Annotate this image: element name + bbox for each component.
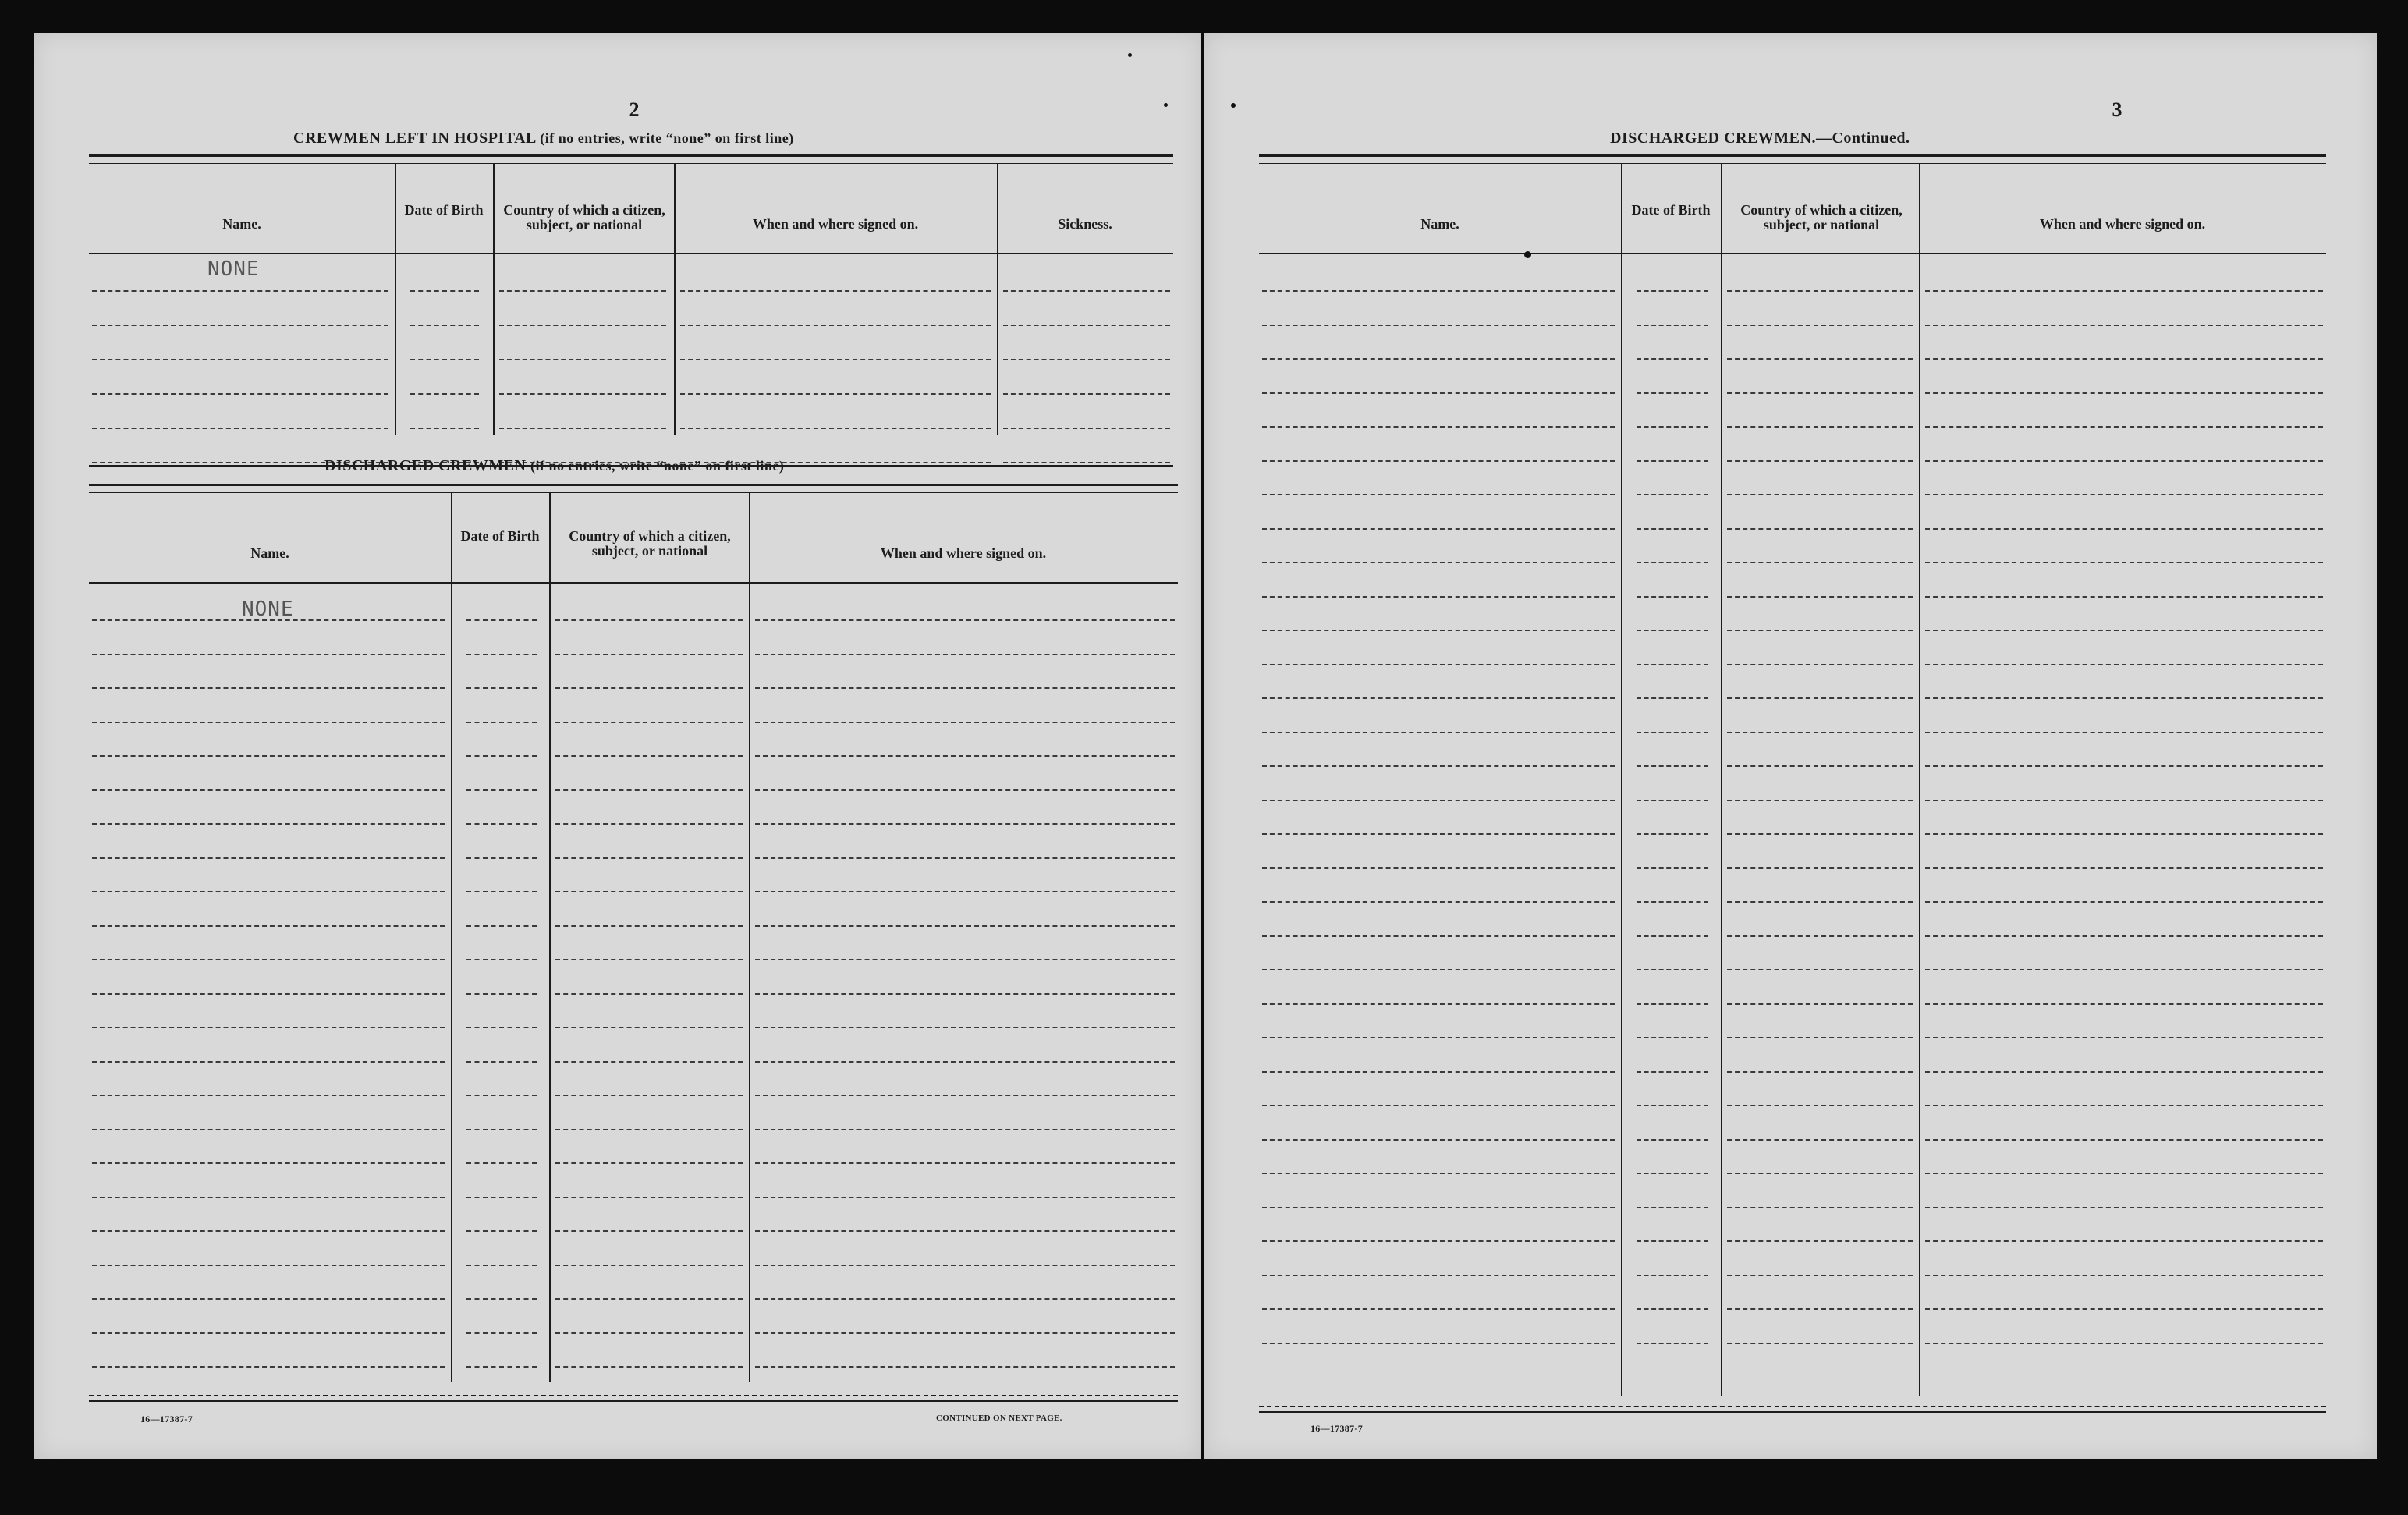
col-header-name: Name. xyxy=(250,545,289,561)
entry-line-segment xyxy=(755,789,1175,791)
entry-line-segment xyxy=(92,359,388,360)
entry-line-segment xyxy=(466,993,537,995)
entry-line-segment xyxy=(92,1366,445,1368)
col-header-dob: Date of Birth xyxy=(1631,202,1711,218)
entry-line-segment xyxy=(1925,1003,2323,1005)
entry-line-segment xyxy=(92,1027,445,1028)
hospital-note: (if no entries, write “none” on first line) xyxy=(540,130,794,146)
col-header-country: Country of which a citizen, subject, or national xyxy=(1740,202,1903,232)
entry-line-segment xyxy=(1262,833,1615,835)
entry-line-segment xyxy=(92,1095,445,1096)
entry-line-segment xyxy=(466,891,537,892)
entry-line-segment xyxy=(1262,1275,1615,1276)
hospital-table xyxy=(89,154,1173,468)
column-divider xyxy=(1621,164,1622,1396)
entry-line-segment xyxy=(555,1027,743,1028)
entry-line-segment xyxy=(1637,664,1708,665)
entry-line-segment xyxy=(755,687,1175,689)
ink-speck xyxy=(1128,53,1132,57)
entry-line-segment xyxy=(92,325,388,326)
ink-speck xyxy=(1524,251,1531,258)
discharged-continued-heading: DISCHARGED CREWMEN.—Continued. xyxy=(1610,130,1910,147)
entry-line-segment xyxy=(1727,1240,1913,1242)
discharged-table xyxy=(89,484,1178,1404)
entry-line-segment xyxy=(1637,460,1708,462)
entry-line-segment xyxy=(555,993,743,995)
table-top-rule xyxy=(1259,154,2326,164)
entry-line-segment xyxy=(1637,358,1708,360)
entry-line-segment xyxy=(92,891,445,892)
table-bottom-rule xyxy=(89,1395,1178,1402)
entry-line-segment xyxy=(1727,426,1913,428)
entry-line-segment xyxy=(1637,1343,1708,1344)
entry-line-segment xyxy=(92,1298,445,1300)
entry-line-segment xyxy=(1637,630,1708,631)
entry-line-segment xyxy=(1925,1139,2323,1141)
entry-line-segment xyxy=(1727,1003,1913,1005)
entry-line-segment xyxy=(1637,392,1708,394)
entry-line-segment xyxy=(92,789,445,791)
entry-line-segment xyxy=(755,1061,1175,1063)
entry-line-segment xyxy=(1637,325,1708,326)
entry-line-segment xyxy=(1925,1105,2323,1106)
entry-line-segment xyxy=(555,619,743,621)
entry-line-segment xyxy=(1925,800,2323,801)
entry-line-segment xyxy=(1727,494,1913,495)
entry-line-segment xyxy=(1727,935,1913,937)
entry-line-segment xyxy=(555,1298,743,1300)
entry-line-segment xyxy=(1262,664,1615,665)
entry-line-segment xyxy=(1925,1275,2323,1276)
entry-line-segment xyxy=(755,1265,1175,1266)
entry-line-segment xyxy=(1637,562,1708,563)
entry-line-segment xyxy=(1727,800,1913,801)
entry-line-segment xyxy=(466,925,537,927)
entry-line-segment xyxy=(1637,1105,1708,1106)
entry-line-segment xyxy=(1727,867,1913,869)
col-header-country: Country of which a citizen, subject, or national xyxy=(503,202,665,232)
entry-line-segment xyxy=(1637,528,1708,530)
entry-line-segment xyxy=(1925,833,2323,835)
entry-line-segment xyxy=(1262,596,1615,598)
entry-line-segment xyxy=(1003,428,1170,429)
entry-line-segment xyxy=(1003,325,1170,326)
entry-line-segment xyxy=(1637,290,1708,292)
entry-line-segment xyxy=(1925,1037,2323,1038)
entry-line-segment xyxy=(1637,901,1708,903)
entry-line-segment xyxy=(1925,392,2323,394)
entry-line-segment xyxy=(1727,290,1913,292)
entry-line-segment xyxy=(755,1298,1175,1300)
entry-line-segment xyxy=(92,857,445,859)
entry-line-segment xyxy=(555,823,743,825)
discharged-none-entry: NONE xyxy=(242,598,294,621)
entry-line-segment xyxy=(1637,969,1708,970)
entry-line-segment xyxy=(466,722,537,723)
entry-line-segment xyxy=(1925,935,2323,937)
entry-line-segment xyxy=(1262,935,1615,937)
entry-line-segment xyxy=(466,1162,537,1164)
entry-line-segment xyxy=(466,1129,537,1130)
col-header-name: Name. xyxy=(1420,216,1459,232)
entry-line-segment xyxy=(1637,800,1708,801)
entry-line-segment xyxy=(1925,325,2323,326)
header-rule xyxy=(89,253,1173,254)
entry-line-segment xyxy=(1637,765,1708,767)
column-divider xyxy=(1721,164,1722,1396)
page-number-right: 3 xyxy=(2112,98,2123,121)
entry-line-segment xyxy=(92,993,445,995)
entry-line-segment xyxy=(1925,630,2323,631)
entry-line-segment xyxy=(1727,833,1913,835)
hospital-heading xyxy=(293,130,794,147)
col-header-dob: Date of Birth xyxy=(404,202,484,218)
entry-line-segment xyxy=(92,1265,445,1266)
entry-line-segment xyxy=(1637,1207,1708,1208)
entry-line-segment xyxy=(1925,358,2323,360)
entry-line-segment xyxy=(92,1162,445,1164)
entry-line-segment xyxy=(466,1332,537,1334)
entry-line-segment xyxy=(555,1061,743,1063)
entry-line-segment xyxy=(466,789,537,791)
entry-line-segment xyxy=(555,1366,743,1368)
entry-line-segment xyxy=(555,1095,743,1096)
entry-line-segment xyxy=(1727,358,1913,360)
entry-line-segment xyxy=(92,1197,445,1198)
entry-line-segment xyxy=(680,428,991,429)
entry-line-segment xyxy=(92,959,445,960)
entry-line-segment xyxy=(755,823,1175,825)
entry-line-segment xyxy=(1925,867,2323,869)
entry-line-segment xyxy=(410,325,479,326)
entry-line-segment xyxy=(92,1230,445,1232)
entry-line-segment xyxy=(1727,1071,1913,1073)
entry-line-segment xyxy=(410,393,479,395)
entry-line-segment xyxy=(1262,1105,1615,1106)
ink-speck xyxy=(1164,103,1168,107)
entry-line-segment xyxy=(555,755,743,757)
column-divider xyxy=(749,493,750,1382)
entry-line-segment xyxy=(1925,426,2323,428)
entry-line-segment xyxy=(1262,1003,1615,1005)
entry-line-segment xyxy=(1727,325,1913,326)
entry-line-segment xyxy=(1727,1207,1913,1208)
entry-line-segment xyxy=(1637,697,1708,699)
entry-line-segment xyxy=(1637,935,1708,937)
entry-line-segment xyxy=(755,1129,1175,1130)
entry-line-segment xyxy=(1262,460,1615,462)
left-page xyxy=(34,33,1201,1459)
ink-speck xyxy=(1231,103,1236,108)
entry-line-segment xyxy=(410,428,479,429)
entry-line-segment xyxy=(466,687,537,689)
entry-line-segment xyxy=(1262,901,1615,903)
header-rule xyxy=(1259,253,2326,254)
entry-line-segment xyxy=(1925,732,2323,733)
entry-line-segment xyxy=(1637,1240,1708,1242)
entry-line-segment xyxy=(1727,1275,1913,1276)
entry-line-segment xyxy=(755,1162,1175,1164)
entry-line-segment xyxy=(1925,562,2323,563)
entry-line-segment xyxy=(92,1332,445,1334)
col-header-name: Name. xyxy=(222,216,261,232)
entry-line-segment xyxy=(755,1197,1175,1198)
entry-line-segment xyxy=(555,654,743,655)
entry-line-segment xyxy=(499,325,666,326)
continued-note: CONTINUED ON NEXT PAGE. xyxy=(936,1414,1062,1423)
entry-line-segment xyxy=(1637,1173,1708,1174)
entry-line-segment xyxy=(1727,596,1913,598)
entry-line-segment xyxy=(555,1265,743,1266)
entry-line-segment xyxy=(755,1332,1175,1334)
column-divider xyxy=(997,164,998,435)
entry-line-segment xyxy=(555,1332,743,1334)
hospital-title: CREWMEN LEFT IN HOSPITAL xyxy=(293,130,536,147)
entry-line-segment xyxy=(1727,1139,1913,1141)
entry-line-segment xyxy=(1637,494,1708,495)
entry-line-segment xyxy=(555,789,743,791)
entry-line-segment xyxy=(755,959,1175,960)
entry-line-segment xyxy=(555,1230,743,1232)
entry-line-segment xyxy=(1727,562,1913,563)
col-header-sickness: Sickness. xyxy=(1058,216,1112,232)
discharged-heading xyxy=(324,457,784,475)
entry-line-segment xyxy=(1262,1173,1615,1174)
entry-line-segment xyxy=(755,654,1175,655)
entry-line-segment xyxy=(1925,1071,2323,1073)
column-divider xyxy=(1919,164,1920,1396)
entry-line-segment xyxy=(555,1129,743,1130)
entry-line-segment xyxy=(555,687,743,689)
entry-line-segment xyxy=(466,654,537,655)
entry-line-segment xyxy=(555,925,743,927)
page-number-left: 2 xyxy=(629,98,640,121)
entry-line-segment xyxy=(1727,1343,1913,1344)
entry-line-segment xyxy=(92,687,445,689)
entry-line-segment xyxy=(1925,901,2323,903)
entry-line-segment xyxy=(755,891,1175,892)
entry-line-segment xyxy=(466,1298,537,1300)
entry-line-segment xyxy=(92,654,445,655)
entry-line-segment xyxy=(466,857,537,859)
entry-line-segment xyxy=(466,823,537,825)
column-divider xyxy=(493,164,495,435)
col-header-dob: Date of Birth xyxy=(460,528,540,544)
entry-line-segment xyxy=(555,857,743,859)
entry-line-segment xyxy=(1262,426,1615,428)
entry-line-segment xyxy=(555,891,743,892)
entry-line-segment xyxy=(1727,732,1913,733)
entry-line-segment xyxy=(499,393,666,395)
entry-line-segment xyxy=(1925,494,2323,495)
entry-line-segment xyxy=(1637,1003,1708,1005)
col-header-country: Country of which a citizen, subject, or national xyxy=(569,528,731,559)
entry-line-segment xyxy=(1637,426,1708,428)
entry-line-segment xyxy=(1003,462,1170,463)
entry-line-segment xyxy=(466,1366,537,1368)
entry-line-segment xyxy=(92,393,388,395)
entry-line-segment xyxy=(1727,392,1913,394)
entry-line-segment xyxy=(1262,969,1615,970)
header-rule xyxy=(89,582,1178,584)
entry-line-segment xyxy=(555,1162,743,1164)
entry-line-segment xyxy=(1262,1139,1615,1141)
entry-line-segment xyxy=(92,428,388,429)
entry-line-segment xyxy=(1003,290,1170,292)
col-header-signed-on: When and where signed on. xyxy=(880,545,1047,561)
entry-line-segment xyxy=(1925,664,2323,665)
table-top-rule xyxy=(89,154,1173,164)
entry-line-segment xyxy=(755,925,1175,927)
entry-line-segment xyxy=(1262,392,1615,394)
form-number-right: 16—17387-7 xyxy=(1310,1423,1363,1434)
entry-line-segment xyxy=(1637,732,1708,733)
entry-line-segment xyxy=(1727,697,1913,699)
col-header-signed-on: When and where signed on. xyxy=(2039,216,2206,232)
entry-line-segment xyxy=(1262,562,1615,563)
entry-line-segment xyxy=(410,359,479,360)
entry-line-segment xyxy=(1262,630,1615,631)
entry-line-segment xyxy=(92,755,445,757)
entry-line-segment xyxy=(466,1265,537,1266)
entry-line-segment xyxy=(466,1230,537,1232)
entry-line-segment xyxy=(466,1027,537,1028)
entry-line-segment xyxy=(466,619,537,621)
table-bottom-rule xyxy=(1259,1406,2326,1413)
discharged-continued-table xyxy=(1259,154,2326,1410)
entry-line-segment xyxy=(1262,1037,1615,1038)
entry-line-segment xyxy=(1925,969,2323,970)
entry-line-segment xyxy=(680,325,991,326)
entry-line-segment xyxy=(1262,358,1615,360)
entry-line-segment xyxy=(410,290,479,292)
entry-line-segment xyxy=(1727,1308,1913,1310)
entry-line-segment xyxy=(466,959,537,960)
entry-line-segment xyxy=(499,359,666,360)
entry-line-segment xyxy=(755,755,1175,757)
entry-line-segment xyxy=(555,1197,743,1198)
entry-line-segment xyxy=(1727,460,1913,462)
entry-line-segment xyxy=(1925,1240,2323,1242)
entry-line-segment xyxy=(1727,969,1913,970)
entry-line-segment xyxy=(499,428,666,429)
entry-line-segment xyxy=(1727,1037,1913,1038)
entry-line-segment xyxy=(1003,393,1170,395)
entry-line-segment xyxy=(1727,528,1913,530)
entry-line-segment xyxy=(1637,1139,1708,1141)
entry-line-segment xyxy=(755,857,1175,859)
entry-line-segment xyxy=(755,1027,1175,1028)
entry-line-segment xyxy=(1925,697,2323,699)
entry-line-segment xyxy=(755,1366,1175,1368)
entry-line-segment xyxy=(555,722,743,723)
entry-line-segment xyxy=(92,290,388,292)
entry-line-segment xyxy=(1637,1037,1708,1038)
entry-line-segment xyxy=(92,619,445,621)
entry-line-segment xyxy=(466,1061,537,1063)
entry-line-segment xyxy=(1925,1207,2323,1208)
entry-line-segment xyxy=(1262,765,1615,767)
entry-line-segment xyxy=(1262,1240,1615,1242)
entry-line-segment xyxy=(92,1129,445,1130)
entry-line-segment xyxy=(1262,290,1615,292)
entry-line-segment xyxy=(755,1230,1175,1232)
entry-line-segment xyxy=(1262,1207,1615,1208)
entry-line-segment xyxy=(680,290,991,292)
entry-line-segment xyxy=(1262,800,1615,801)
column-divider xyxy=(549,493,551,1382)
entry-line-segment xyxy=(1925,1308,2323,1310)
entry-line-segment xyxy=(1003,359,1170,360)
entry-line-segment xyxy=(755,619,1175,621)
entry-line-segment xyxy=(466,1197,537,1198)
entry-line-segment xyxy=(466,1095,537,1096)
right-page xyxy=(1204,33,2377,1459)
entry-line-segment xyxy=(1727,664,1913,665)
discharged-title: DISCHARGED CREWMEN xyxy=(324,457,527,474)
entry-line-segment xyxy=(1727,1105,1913,1106)
form-number-left: 16—17387-7 xyxy=(140,1414,193,1425)
entry-line-segment xyxy=(1262,494,1615,495)
entry-line-segment xyxy=(92,1061,445,1063)
entry-line-segment xyxy=(1262,697,1615,699)
entry-line-segment xyxy=(92,925,445,927)
entry-line-segment xyxy=(92,823,445,825)
entry-line-segment xyxy=(1637,1275,1708,1276)
hospital-none-entry: NONE xyxy=(207,257,260,281)
entry-line-segment xyxy=(1925,765,2323,767)
entry-line-segment xyxy=(1727,630,1913,631)
entry-line-segment xyxy=(1637,833,1708,835)
entry-line-segment xyxy=(1262,325,1615,326)
entry-line-segment xyxy=(1262,867,1615,869)
entry-line-segment xyxy=(1262,732,1615,733)
entry-line-segment xyxy=(1637,1308,1708,1310)
table-top-rule xyxy=(89,484,1178,493)
entry-line-segment xyxy=(1925,596,2323,598)
entry-line-segment xyxy=(1637,596,1708,598)
entry-line-segment xyxy=(1925,1173,2323,1174)
column-divider xyxy=(674,164,676,435)
entry-line-segment xyxy=(755,993,1175,995)
entry-line-segment xyxy=(1262,1308,1615,1310)
entry-line-segment xyxy=(1637,1071,1708,1073)
entry-line-segment xyxy=(1262,1343,1615,1344)
entry-line-segment xyxy=(680,359,991,360)
entry-line-segment xyxy=(499,290,666,292)
entry-line-segment xyxy=(755,722,1175,723)
entry-line-segment xyxy=(755,1095,1175,1096)
entry-line-segment xyxy=(1727,1173,1913,1174)
entry-line-segment xyxy=(92,722,445,723)
discharged-note: (if no entries, write “none” on first line) xyxy=(530,458,785,474)
entry-line-segment xyxy=(1925,528,2323,530)
column-divider xyxy=(451,493,452,1382)
entry-line-segment xyxy=(680,393,991,395)
entry-line-segment xyxy=(466,755,537,757)
entry-line-segment xyxy=(1925,1343,2323,1344)
entry-line-segment xyxy=(1262,528,1615,530)
entry-line-segment xyxy=(1925,290,2323,292)
entry-line-segment xyxy=(1262,1071,1615,1073)
col-header-signed-on: When and where signed on. xyxy=(752,216,919,232)
entry-line-segment xyxy=(1727,765,1913,767)
entry-line-segment xyxy=(1637,867,1708,869)
entry-line-segment xyxy=(1727,901,1913,903)
entry-line-segment xyxy=(555,959,743,960)
entry-line-segment xyxy=(1925,460,2323,462)
